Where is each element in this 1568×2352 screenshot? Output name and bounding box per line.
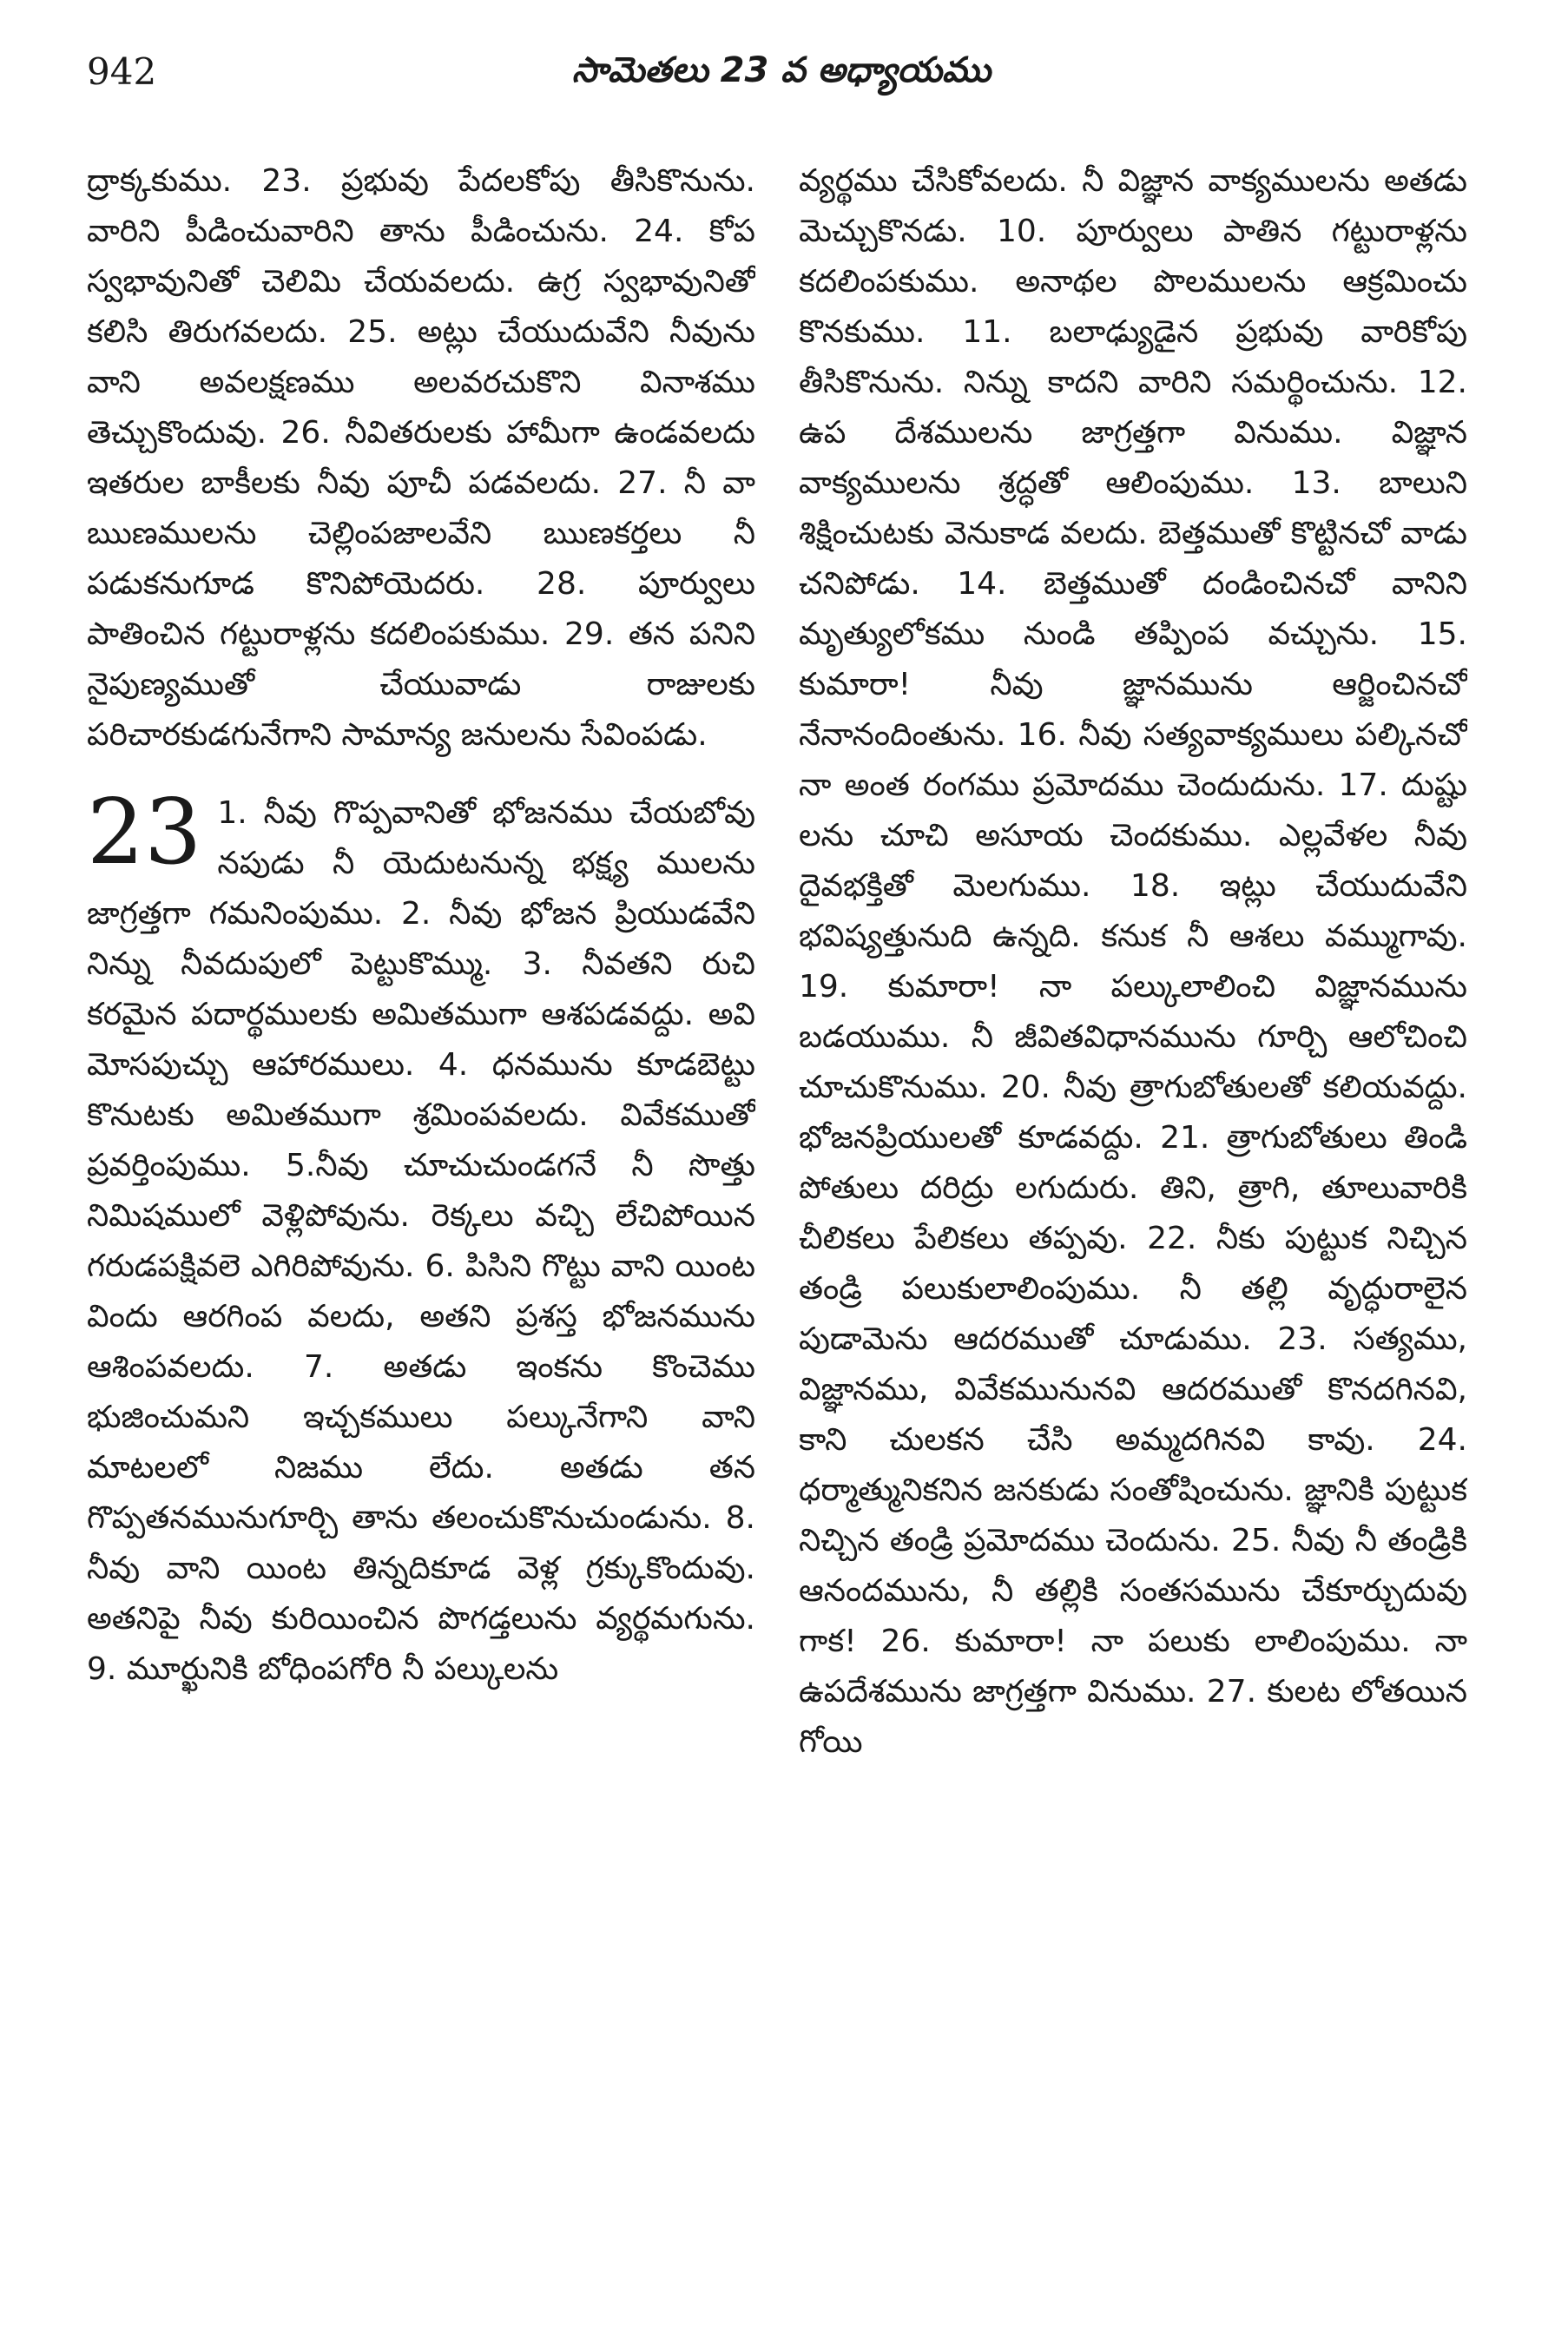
chapter-number: 23 xyxy=(87,779,202,885)
right-column xyxy=(799,156,1467,2327)
running-head-title: సామెతలు 23 వ అధ్యాయము xyxy=(571,50,992,90)
page-header xyxy=(87,50,1476,120)
verse-paragraph: ద్రాక్కకుము. 23. ప్రభువు పేదలకోపు తీసికొనును. వారిని పీడించువారిని తాను పీడించును. 24. కోప స్వభావునితో చెలిమి చేయవలదు. ఉగ్ర స్వభావునితో కలిసి తిరుగవలదు. 25. అట్లు చేయుదువేని నీవును వాని అవలక్షణము అలవరచుకొని వినాశము తెచ్చుకొందువు. 26. నీవితరులకు హామీగా ఉండవలదు ఇతరుల బాకీలకు నీవు పూచీ పడవలదు. 27. నీ వా ఋణములను చెల్లింపజాలవేని ఋణకర్తలు నీ పడుకనుగూడ కొనిపోయెదరు. 28. పూర్వులు పాతించిన గట్టురాళ్లను కదలింపకుము. 29. తన పనిని నైపుణ్యముతో చేయువాడు రాజులకు పరిచారకుడగునేగాని సామాన్య జనులను సేవింపడు. xyxy=(87,163,755,753)
verse-paragraph: 1. నీవు గొప్పవానితో భోజనము చేయబోవు నపుడు నీ యెదుటనున్న భక్ష్య ములను జాగ్రత్తగా గమనింపుము. 2. నీవు భోజన ప్రియుడవేని నిన్ను నీవదుపులో పెట్టుకొమ్ము. 3. నీవతని రుచి కరమైన పదార్థములకు అమితముగా ఆశపడవద్దు. అవి మోసపుచ్చు ఆహారములు. 4. ధనమును కూడబెట్టు కొనుటకు అమితముగా శ్రమింపవలదు. వివేకముతో ప్రవర్తింపుము. 5.నీవు చూచుచుండగనే నీ సొత్తు నిమిషములో వెళ్లిపోవును. రెక్కలు వచ్చి లేచిపోయిన గరుడపక్షివలె ఎగిరిపోవును. 6. పిసిని గొట్టు వాని యింట విందు ఆరగింప వలదు, అతని ప్రశస్త భోజనమును ఆశింపవలదు. 7. అతడు ఇంకను కొంచెము భుజించుమని ఇచ్చకములు పల్కునేగాని వాని మాటలలో నిజము లేదు. అతడు తన గొప్పతనమునుగూర్చి తాను తలంచుకొనుచుండును. 8. నీవు వాని యింట తిన్నదికూడ వెళ్ల గ్రక్కుకొందువు. అతనిపై నీవు కురియించిన పొగడ్తలును వ్యర్థమగును. 9. మూర్ఖునికి బోధింపగోరి నీ పల్కులను xyxy=(87,795,755,1687)
verse-paragraph: వ్యర్థము చేసికోవలదు. నీ విజ్ఞాన వాక్యములను అతడు మెచ్చుకొనడు. 10. పూర్వులు పాతిన గట్టురాళ్లను కదలింపకుము. అనాథల పొలములను ఆక్రమించు కొనకుము. 11. బలాఢ్యుడైన ప్రభువు వారికోపు తీసికొనును. నిన్ను కాదని వారిని సమర్థించును. 12. ఉప దేశములను జాగ్రత్తగా వినుము. విజ్ఞాన వాక్యములను శ్రద్ధతో ఆలింపుము. 13. బాలుని శిక్షించుటకు వెనుకాడ వలదు. బెత్తముతో కొట్టినచో వాడు చనిపోడు. 14. బెత్తముతో దండించినచో వానిని మృత్యులోకము నుండి తప్పింప వచ్చును. 15. కుమారా! నీవు జ్ఞానమును ఆర్జించినచో నేనానందింతును. 16. నీవు సత్యవాక్యములు పల్కినచో నా అంత రంగము ప్రమోదము చెందుదును. 17. దుష్టు లను చూచి అసూయ చెందకుము. ఎల్లవేళల నీవు దైవభక్తితో మెలగుము. 18. ఇట్లు చేయుదువేని భవిష్యత్తునుది ఉన్నది. కనుక నీ ఆశలు వమ్ముగావు. 19. కుమారా! నా పల్కులాలించి విజ్ఞానమును బడయుము. నీ జీవితవిధానమును గూర్చి ఆలోచించి చూచుకొనుము. 20. నీవు త్రాగుబోతులతో కలియవద్దు. భోజనప్రియులతో కూడవద్దు. 21. త్రాగుబోతులు తిండి పోతులు దరిద్రు లగుదురు. తిని, త్రాగి, తూలువారికి చీలికలు పేలికలు తప్పవు. 22. నీకు పుట్టుక నిచ్చిన తండ్రి పలుకులాలింపుము. నీ తల్లి వృద్ధురాలైన పుడామెను ఆదరముతో చూడుము. 23. సత్యము, విజ్ఞానము, వివేకమునునవి ఆదరముతో కొనదగినవి, కాని చులకన చేసి అమ్మదగినవి కావు. 24. ధర్మాత్మునికనిన జనకుడు సంతోషించును. జ్ఞానికి పుట్టుక నిచ్చిన తండ్రి ప్రమోదము చెందును. 25. నీవు నీ తండ్రికి ఆనందమును, నీ తల్లికి సంతసమును చేకూర్చుదువు గాక! 26. కుమారా! నా పలుకు లాలింపుము. నా ఉపదేశమును జాగ్రత్తగా వినుము. 27. కులట లోతయిన గోయి xyxy=(799,163,1467,1760)
page-number: 942 xyxy=(87,50,157,93)
chapter-section xyxy=(87,779,755,1695)
left-column xyxy=(87,156,755,2327)
